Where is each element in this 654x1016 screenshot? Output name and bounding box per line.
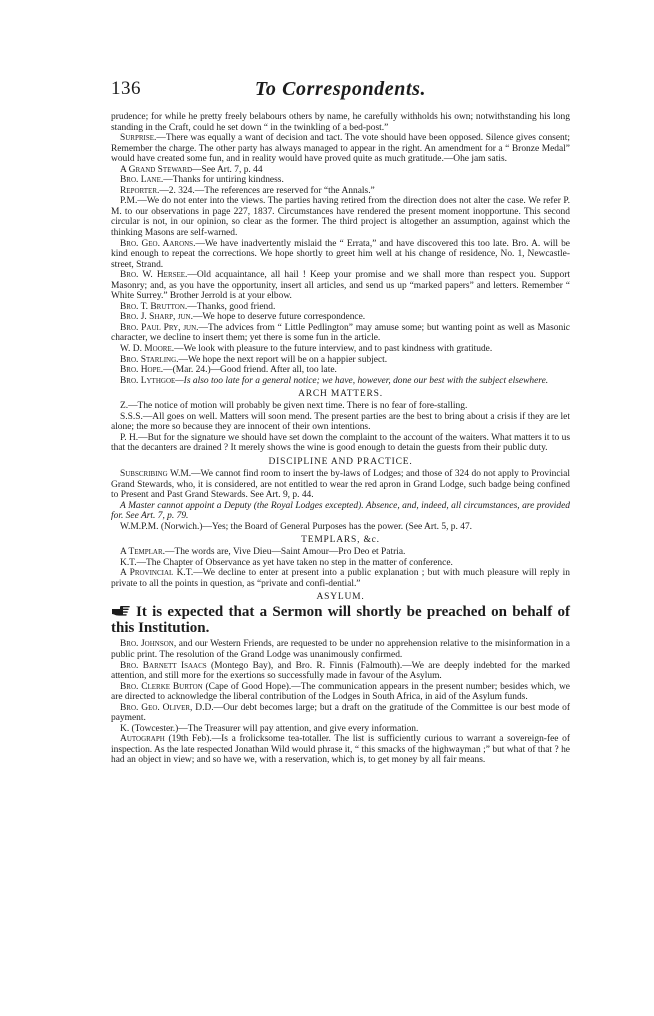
- paragraph-aarons: Bro. Geo. Aarons.—We have inadvertently mislaid the “ Errata,” and have discovered this too late. Bro. A. will be kind enough to repeat the corrections. We hope shortly to greet him well at his change of residence, No. 1, Newcastle-street, Strand.: [111, 238, 570, 270]
- paragraph-surprise: Surprise.—There was equally a want of decision and tact. The vote should have been opposed. Silence gives consent; Remember the charge. The other party has always managed to appear in the right. An amendment for a “ Bronze Medal” would have created some fun, and in reality would have proved quite as much gratitude.—Ohe jam satis.: [111, 133, 570, 165]
- paragraph-hope: Bro. Hope.—(Mar. 24.)—Good friend. After all, too late.: [120, 365, 337, 376]
- body-text: [111, 112, 570, 766]
- paragraph-johnson: Bro. Johnson, and our Western Friends, are requested to be under no apprehension relative to the misinformation in a public print. The resolution of the Grand Lodge was unanimously confirmed.: [111, 639, 570, 660]
- pointing-hand-icon: [111, 605, 131, 617]
- paragraph-wmpm: W.M.P.M. (Norwich.)—Yes; the Board of General Purposes has the power. (See Art. 5, p. 47.: [120, 521, 473, 532]
- asylum-notice: It is expected that a Sermon will shortly be preached on behalf of this Institution.: [111, 604, 570, 636]
- section-heading-discipline: DISCIPLINE AND PRACTICE.: [268, 456, 413, 467]
- paragraph-brutton: Bro. T. Brutton.—Thanks, good friend.: [120, 301, 276, 312]
- paragraph-grand-steward: A Grand Steward—See Art. 7, p. 44: [120, 164, 263, 175]
- paragraph-burton: Bro. Clerke Burton (Cape of Good Hope).—The communication appears in the present number; besides which, we are directed to acknowledge the liberal contribution of the Lodges in South Africa, in aid of the Asylum funds.: [111, 681, 570, 703]
- paragraph-pm: P.M.—We do not enter into the views. The parties having retired from the direction does not alter the case. We refer P. M. to our observations in page 227, 1837. Circumstances have rendered the present moment inopportune. This second circular is not, in our opinion, so clear as the former. The third project is altogether an assumption, against which the thinking Masons are self-warned.: [111, 196, 570, 239]
- page-number: 136: [111, 78, 141, 99]
- paragraph-kt: K.T.—The Chapter of Observance as yet have taken no step in the matter of conference.: [120, 557, 453, 568]
- paragraph-templar: A Templar.—The words are, Vive Dieu—Saint Amour—Pro Deo et Patria.: [120, 547, 406, 558]
- paragraph-hersee: Bro. W. Hersee.—Old acquaintance, all hail ! Keep your promise and we shall more than respect you. Support Masonry; and, as you have the opportunity, insert all articles, and send us up “marked papers” and letters. Remember “ White Surrey.” Brother Jerrold is at your elbow.: [111, 270, 570, 302]
- paragraph-lane: Bro. Lane.—Thanks for untiring kindness.: [120, 175, 284, 186]
- document-page: [111, 78, 570, 766]
- paragraph-provincial: A Provincial K.T.—We decline to enter at present into a public explanation ; but with much pleasure will reply in private to all the points in question, as “private and confi-dential.”: [111, 568, 571, 589]
- paragraph-moore: W. D. Moore.—We look with pleasure to the future interview, and to past kindness with gratitude.: [120, 344, 493, 355]
- paragraph-towcester: K. (Towcester.)—The Treasurer will pay attention, and give every information.: [120, 723, 419, 734]
- paragraph-sss: S.S.S.—All goes on well. Matters will soon mend. The present parties are the best to bring about a crisis if they are let alone; the more so because they are innocent of their own intentions.: [111, 411, 570, 433]
- paragraph-prudence: prudence; for while he pretty freely belabours others by name, he carefully withholds his own; notwithstanding his long standing in the Craft, could he set down “ in the twinkling of a bed-post.”: [111, 112, 570, 133]
- paragraph-reporter: Reporter.—2. 324.—The references are reserved for “the Annals.”: [120, 185, 375, 196]
- paragraph-oliver: Bro. Geo. Oliver, D.D.—Our debt becomes large; but a draft on the gratitude of the Committee is our best mode of payment.: [111, 702, 570, 724]
- paragraph-ph: P. H.—But for the signature we should have set down the complaint to the account of the waiters. What matters it to us that the decanters are drained ? It merely shows the wine is good enough to detain the guests from their public duty.: [111, 432, 570, 454]
- paragraph-autograph: Autograph (19th Feb).—Is a frolicksome tea-totaller. The list is sufficiently curious to warrant a sovereign-fee of inspection. As the late respected Jonathan Wild would phrase it, “ this smacks of the highwayman ;” but what of that ? he had an object in view; and so have we, with a reservation, which is, to get money by all fair means.: [111, 734, 570, 766]
- running-title: To Correspondents.: [254, 78, 427, 100]
- section-heading-asylum: ASYLUM.: [316, 592, 365, 603]
- section-heading-arch: ARCH MATTERS.: [298, 389, 383, 400]
- paragraph-master: A Master cannot appoint a Deputy (the Royal Lodges excepted). Absence, and, indeed, all circumstances, are provided for. See Art. 7, p. 79.: [111, 500, 570, 522]
- paragraph-pry: Bro. Paul Pry, jun.—The advices from “ Little Pedlington” may amuse some; but wanting point as well as Masonic character, we decline to insert them; yet there is some fun in the article.: [111, 322, 570, 344]
- paragraph-z: Z.—The notice of motion will probably be given next time. There is no fear of fore-stalling.: [120, 401, 468, 412]
- paragraph-sharp: Bro. J. Sharp, jun.—We hope to deserve future correspondence.: [120, 312, 366, 323]
- page-header: [111, 78, 570, 108]
- paragraph-lythgoe: Bro. Lythgoe—Is also too late for a general notice; we have, however, done our best with the subject elsewhere.: [120, 375, 549, 386]
- paragraph-starling: Bro. Starling.—We hope the next report will be on a happier subject.: [120, 354, 388, 365]
- paragraph-isaacs: Bro. Barnett Isaacs (Montego Bay), and Bro. R. Finnis (Falmouth).—We are deeply indebted for the marked attention, and still more for the exertions so successfully made in favour of the Asylum.: [111, 660, 570, 682]
- paragraph-subscribing: Subscribing W.M.—We cannot find room to insert the by-laws of Lodges; and those of 324 do not apply to Provincial Grand Stewards, who, it is considered, are not entitled to wear the red apron in Grand Lodge, such badge being confined to Present and Past Grand Stewards. See Art. 9, p. 44.: [111, 468, 570, 501]
- section-heading-templars: TEMPLARS, &c.: [301, 535, 380, 546]
